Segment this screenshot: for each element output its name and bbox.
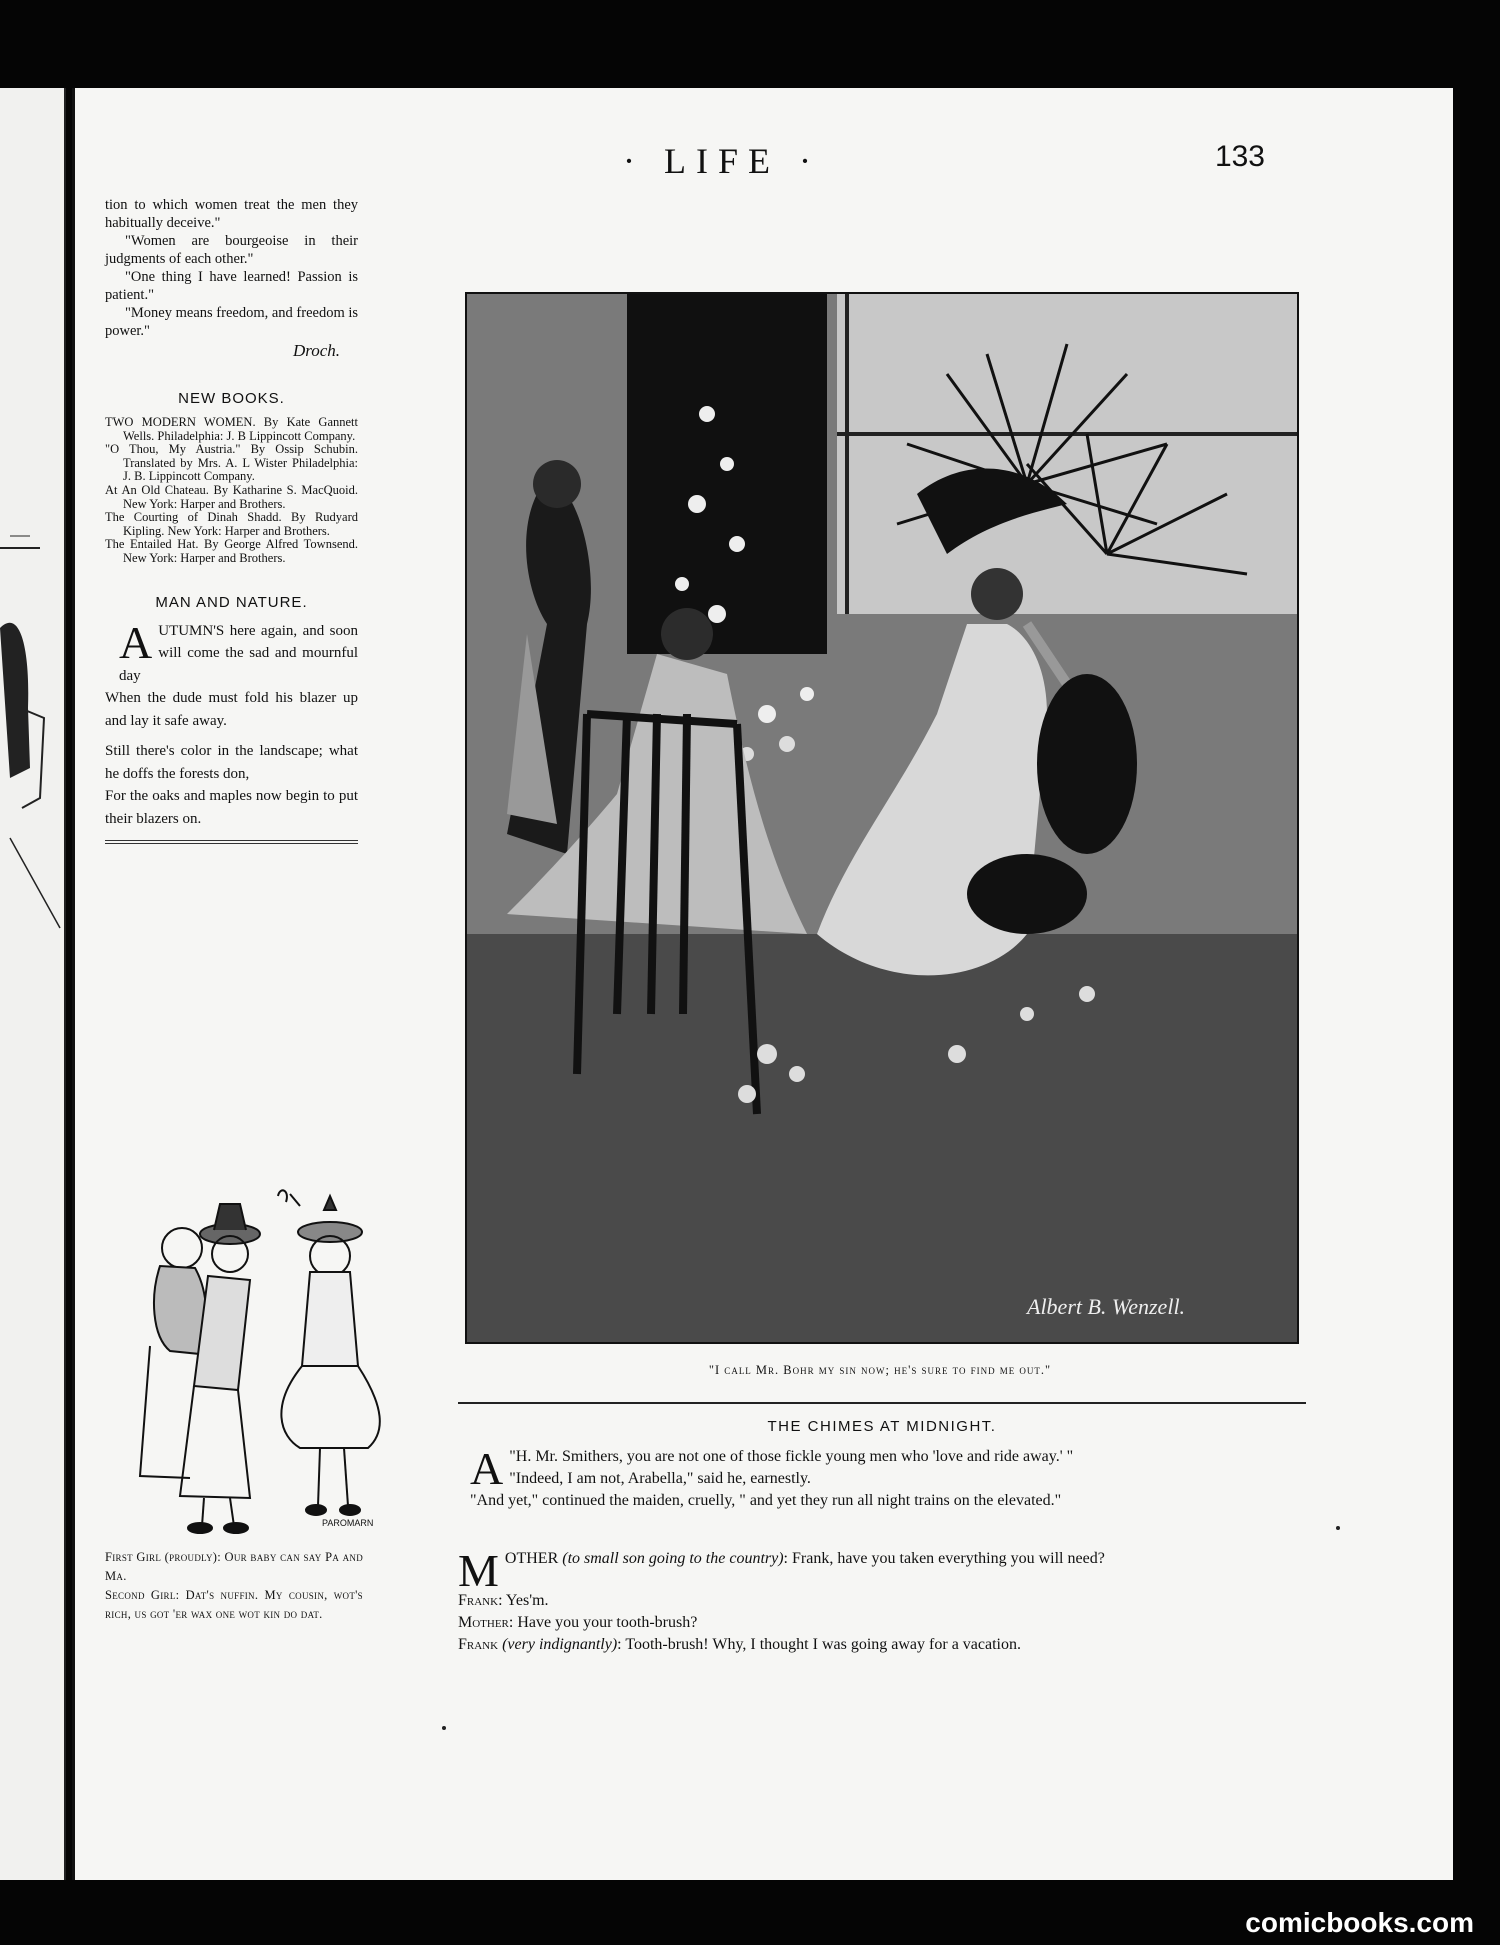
page-speck [1336, 1526, 1340, 1530]
droch-signature: Droch. [292, 341, 340, 360]
chimes-line: "Indeed, I am not, Arabella," said he, earnestly. [509, 1470, 811, 1487]
previous-page-edge [0, 88, 66, 1880]
droch-line: tion to which women treat the men they habitually deceive." [105, 197, 358, 231]
cartoon-signature: PAROMARN [322, 1518, 374, 1528]
caption-rule [458, 1402, 1306, 1404]
dialog-stage-direction: (to small son going to the country) [562, 1550, 784, 1567]
droch-line: "Money means freedom, and freedom is power." [105, 305, 359, 339]
book-entry: The Entailed Hat. By George Alfred Townsend. New York: Harper and Brothers. [105, 537, 358, 565]
new-books-list [105, 416, 358, 566]
illustration-signature: Albert B. Wenzell. [1027, 1294, 1186, 1319]
dialog-speaker: Mother [458, 1614, 509, 1631]
dialog-speaker: OTHER [504, 1550, 559, 1567]
chimes-heading: THE CHIMES AT MIDNIGHT. [767, 1418, 997, 1435]
illustration-drawing [467, 294, 1297, 1342]
dialog-speaker: Frank [458, 1636, 499, 1653]
poem-line: Still there's color in the landscape; what he doffs the forests don, [105, 743, 358, 782]
cartoon-caption-line: First Girl (proudly): Our baby can say Pa and Ma. [105, 1550, 363, 1583]
section-divider [105, 840, 358, 844]
chimes-line: "And yet," continued the maiden, cruelly, " and yet they run all night trains on the elevated." [470, 1492, 1062, 1509]
man-and-nature-poem [105, 616, 358, 831]
dialog-line: : Have you your tooth-brush? [508, 1614, 698, 1631]
dialog-speaker: Frank [458, 1592, 499, 1609]
dialog-line: : Tooth-brush! Why, I thought I was going away for a vacation. [617, 1636, 1021, 1653]
children-cartoon [130, 1176, 420, 1536]
chimes-open-quote: " [509, 1448, 516, 1465]
droch-line: "Women are bourgeoise in their judgments of each other." [105, 233, 358, 267]
poem-line: When the dude must fold his blazer up and lay it safe away. [105, 690, 358, 729]
droch-column [105, 196, 358, 360]
droch-line: "One thing I have learned! Passion is patient." [105, 269, 358, 303]
previous-page-sketch [0, 508, 64, 948]
chimes-line: H. Mr. Smithers, you are not one of those fickle young men who 'love and ride away.' " [515, 1448, 1074, 1465]
illustration-caption: "I call Mr. Bohr my sin now; he's sure to find me out." [708, 1363, 1052, 1377]
watermark: comicbooks.com [1245, 1907, 1474, 1938]
poem-line: For the oaks and maples now begin to put their blazers on. [105, 788, 358, 827]
poem-dropcap: A [119, 616, 153, 668]
book-entry: "O Thou, My Austria." By Ossip Schubin. Translated by Mrs. A. L Wister Philadelphia: J. B. Lippincott Company. [105, 442, 358, 484]
dialog-stage-direction: (very indignantly) [502, 1636, 618, 1653]
book-entry: At An Old Chateau. By Katharine S. MacQuoid. New York: Harper and Brothers. [105, 482, 358, 511]
cartoon-caption [105, 1548, 363, 1624]
book-entry: The Courting of Dinah Shadd. By Rudyard Kipling. New York: Harper and Brothers. [105, 510, 358, 538]
chimes-text [470, 1443, 1290, 1512]
cartoon-caption-line: Second Girl: Dat's nuffin. My cousin, wot's rich, us got 'er wax one wot kin do dat. [105, 1588, 363, 1621]
page-speck [442, 1726, 446, 1730]
dialog-dropcap: M [458, 1545, 499, 1596]
page-number: 133 [1214, 140, 1265, 173]
poem-line: UTUMN'S here again, and soon will come the sad and mournful day [119, 622, 358, 684]
page-header [545, 140, 1265, 190]
book-entry: TWO MODERN WOMEN. By Kate Gannett Wells. Philadelphia: J. B Lippincott Company. [105, 415, 358, 443]
man-and-nature-heading: MAN AND NATURE. [155, 593, 308, 611]
chimes-dropcap: A [470, 1443, 504, 1494]
dialog-line: : Frank, have you taken everything you will need? [783, 1550, 1105, 1567]
mother-frank-dialog [458, 1545, 1268, 1656]
new-books-heading: NEW BOOKS. [178, 390, 285, 407]
left-column [105, 196, 358, 854]
dialog-line: : Yes'm. [498, 1592, 549, 1609]
masthead: · LIFE · [623, 141, 821, 181]
wenzell-illustration [465, 292, 1299, 1344]
